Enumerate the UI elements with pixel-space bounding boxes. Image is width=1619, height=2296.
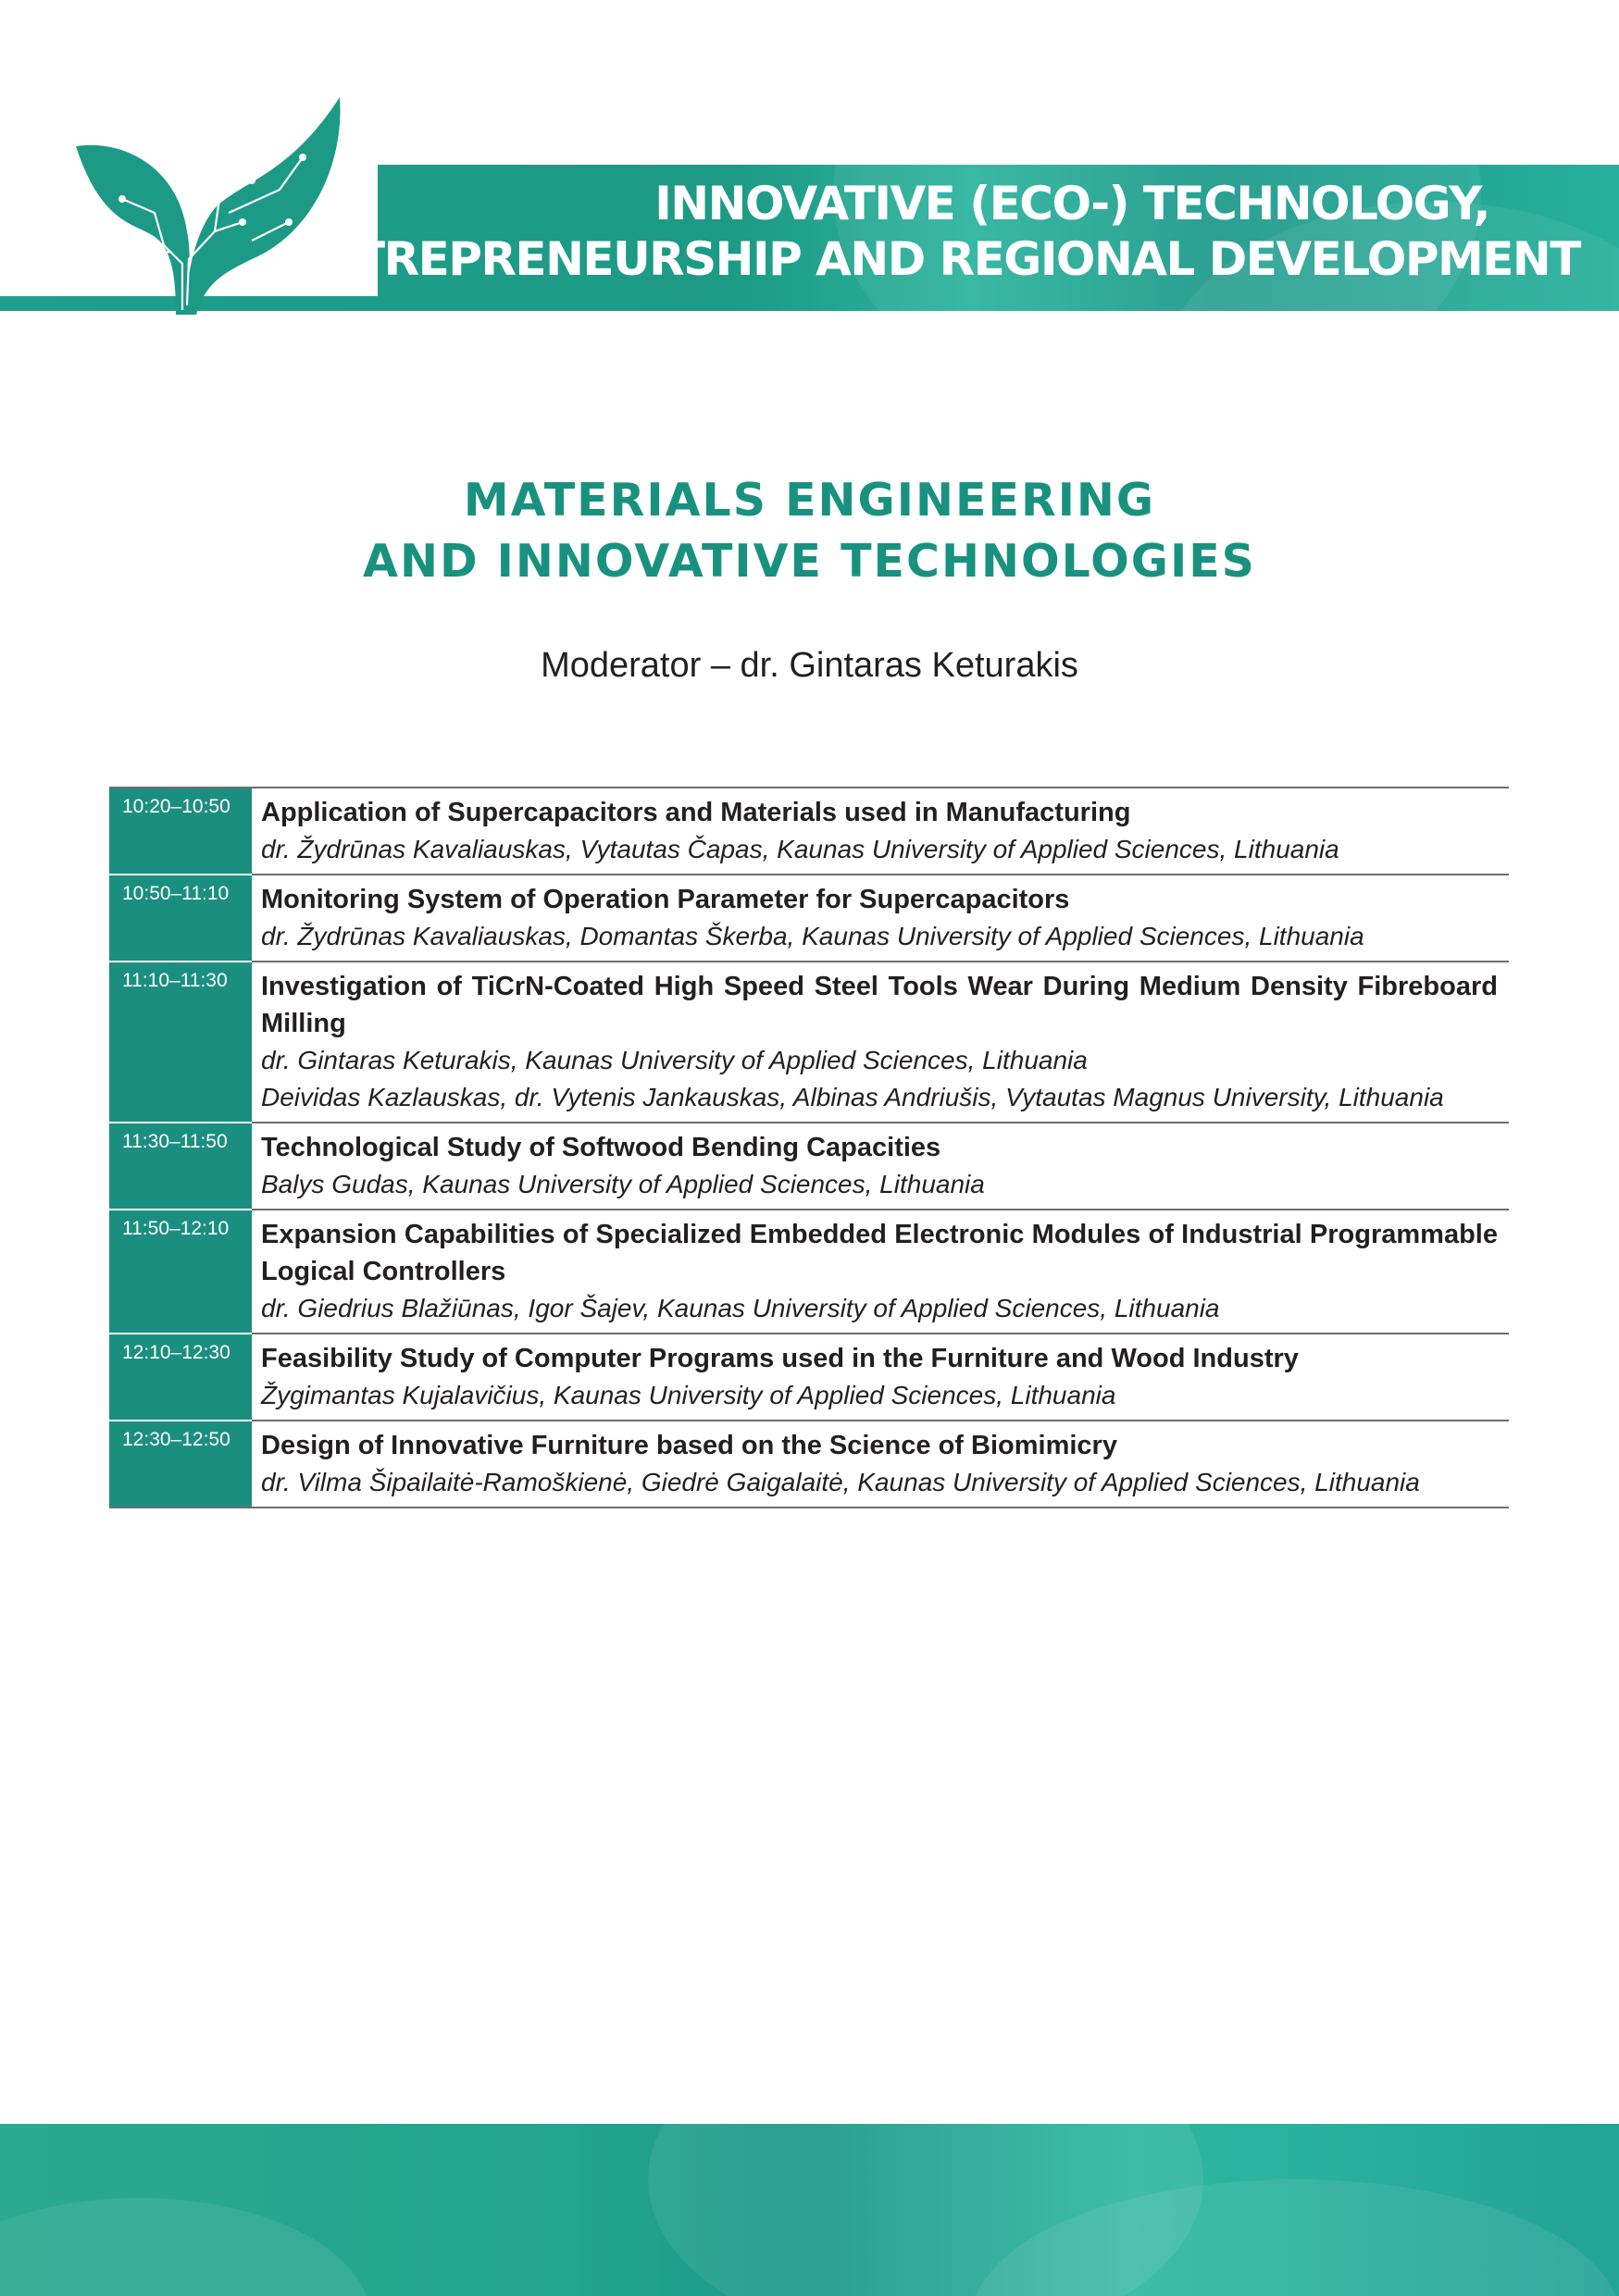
time-slot: 12:10–12:30 bbox=[109, 1334, 252, 1421]
talk-authors: Žygimantas Kujalavičius, Kaunas University of Applied Sciences, Lithuania bbox=[261, 1381, 1116, 1409]
talk-authors: dr. Giedrius Blažiūnas, Igor Šajev, Kaunas University of Applied Sciences, Lithuania bbox=[261, 1294, 1220, 1322]
time-slot: 11:30–11:50 bbox=[109, 1123, 252, 1210]
time-slot: 10:20–10:50 bbox=[109, 788, 252, 875]
schedule-row bbox=[109, 1334, 1509, 1421]
talk-title: Design of Innovative Furniture based on the Science of Biomimicry bbox=[261, 1431, 1117, 1460]
talk-authors: dr. Žydrūnas Kavaliauskas, Domantas Škerba, Kaunas University of Applied Sciences, Lithuania bbox=[261, 922, 1364, 950]
conference-title bbox=[286, 176, 1580, 287]
talk bbox=[252, 788, 1509, 874]
schedule-row bbox=[109, 1123, 1509, 1210]
moderator: Moderator – dr. Gintaras Keturakis bbox=[541, 646, 1078, 685]
talk bbox=[252, 962, 1509, 1122]
talk-authors: dr. Vilma Šipailaitė-Ramoškienė, Giedrė Gaigalaitė, Kaunas University of Applied Sciences, Lithuania bbox=[261, 1468, 1420, 1496]
talk-title: Feasibility Study of Computer Programs used in the Furniture and Wood Industry bbox=[261, 1344, 1299, 1373]
session-title-line1: MATERIALS ENGINEERING bbox=[463, 474, 1156, 527]
talk-title: Monitoring System of Operation Parameter for Supercapacitors bbox=[261, 885, 1070, 914]
talk-title: Expansion Capabilities of Specialized Embedded Electronic Modules of Industrial Programmable Logical Controllers bbox=[261, 1220, 1498, 1286]
footer-band bbox=[0, 2124, 1619, 2296]
time-slot: 10:50–11:10 bbox=[109, 875, 252, 962]
schedule-row bbox=[109, 875, 1509, 962]
talk-authors: dr. Gintaras Keturakis, Kaunas University of Applied Sciences, Lithuania bbox=[261, 1046, 1088, 1074]
talk-title: Application of Supercapacitors and Materials used in Manufacturing bbox=[261, 798, 1131, 827]
talk-authors: Balys Gudas, Kaunas University of Applied Sciences, Lithuania bbox=[261, 1170, 985, 1198]
time-slot: 11:50–12:10 bbox=[109, 1210, 252, 1334]
talk-title: Investigation of TiCrN-Coated High Speed Steel Tools Wear During Medium Density Fibreboard Milling bbox=[261, 972, 1498, 1038]
time-slot: 11:10–11:30 bbox=[109, 962, 252, 1123]
talk bbox=[252, 1334, 1509, 1420]
conference-title-line2: ENTREPRENEURSHIP AND REGIONAL DEVELOPMENT bbox=[286, 232, 1580, 286]
schedule-row bbox=[109, 1421, 1509, 1508]
talk-title: Technological Study of Softwood Bending Capacities bbox=[261, 1133, 941, 1162]
talk-authors: Deividas Kazlauskas, dr. Vytenis Jankauskas, Albinas Andriušis, Vytautas Magnus University, Lithuania bbox=[261, 1083, 1444, 1111]
talk-authors: dr. Žydrūnas Kavaliauskas, Vytautas Čapas, Kaunas University of Applied Sciences, Lithuania bbox=[261, 835, 1339, 863]
session-title-line2: AND INNOVATIVE TECHNOLOGIES bbox=[363, 535, 1256, 588]
conference-title-line1: INNOVATIVE (ECO-) TECHNOLOGY, bbox=[654, 177, 1489, 230]
talk bbox=[252, 1123, 1509, 1209]
talk bbox=[252, 1210, 1509, 1333]
schedule-row bbox=[109, 1210, 1509, 1334]
schedule-row bbox=[109, 962, 1509, 1123]
schedule-row bbox=[109, 788, 1509, 875]
schedule-table bbox=[109, 787, 1509, 1508]
session-title bbox=[0, 470, 1619, 592]
talk bbox=[252, 1421, 1509, 1507]
time-slot: 12:30–12:50 bbox=[109, 1421, 252, 1507]
talk bbox=[252, 875, 1509, 961]
